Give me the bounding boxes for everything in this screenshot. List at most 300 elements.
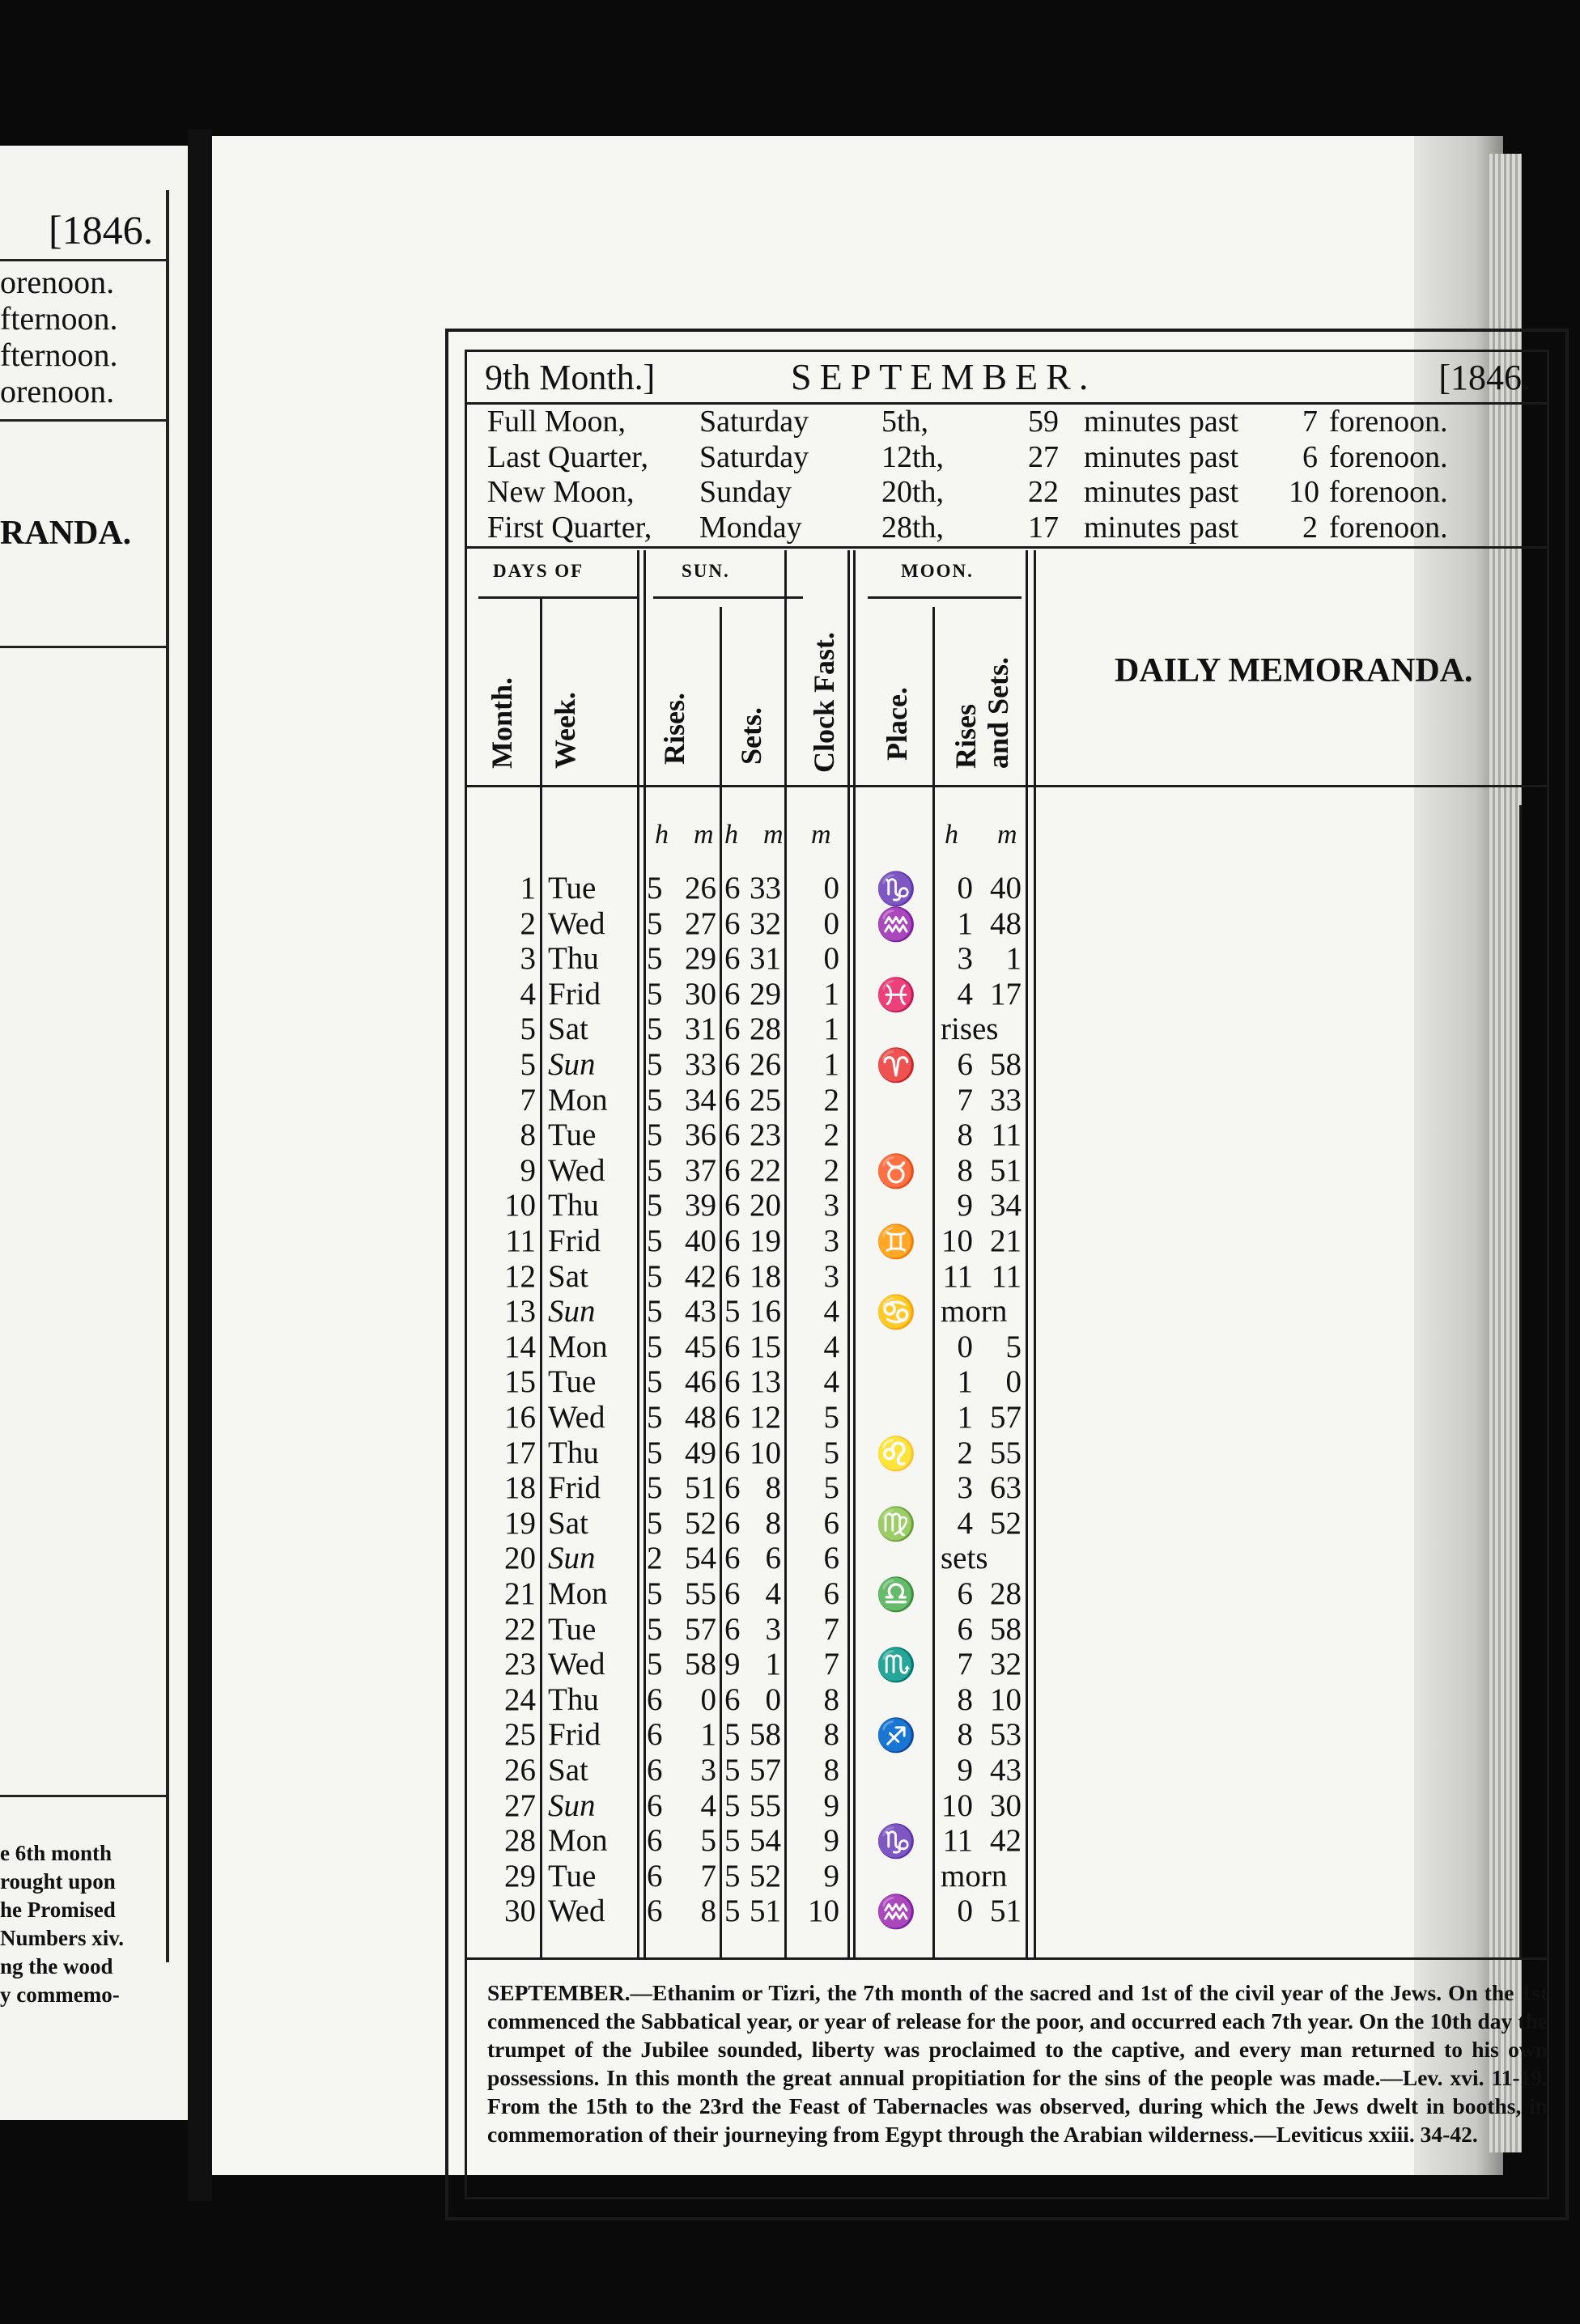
day-of-month: 2 [520, 905, 536, 941]
sun-set-minute: 54 [750, 1823, 781, 1859]
day-of-month: 7 [520, 1082, 536, 1117]
day-of-month: 17 [504, 1435, 536, 1470]
day-of-month: 12 [504, 1258, 536, 1294]
moon-rise-set-hour: 10 [941, 1223, 973, 1258]
unit-moon-m: m [997, 820, 1017, 850]
moon-rise-set-hour: 8 [957, 1117, 973, 1153]
sun-rise-minute: 55 [685, 1576, 716, 1611]
day-of-month: 23 [504, 1647, 536, 1682]
week-column-header: Week. [549, 692, 581, 769]
unit-rise-m: m [694, 820, 714, 850]
sun-rise-minute: 29 [685, 941, 716, 977]
left-page-fragment [0, 146, 188, 2120]
moon-rise-set-hour: 3 [957, 941, 973, 977]
day-of-week: Sun [548, 1294, 596, 1330]
sun-set-minute: 16 [750, 1294, 781, 1330]
sun-rise-hour: 5 [647, 905, 663, 941]
sun-rise-hour: 5 [647, 871, 663, 905]
sun-set-hour: 6 [724, 1470, 741, 1506]
sun-set-hour: 6 [724, 1435, 741, 1470]
phase-past: minutes past [1084, 439, 1239, 474]
day-of-month: 24 [504, 1682, 536, 1717]
phase-date: 12th, [881, 439, 945, 474]
sun-rise-minute: 0 [700, 1682, 716, 1717]
clock-fast: 7 [823, 1647, 839, 1682]
month-number: 9th Month.] [485, 358, 656, 397]
day-of-month: 29 [504, 1858, 536, 1894]
day-of-month: 28 [504, 1823, 536, 1859]
sun-rise-minute: 37 [685, 1152, 716, 1188]
day-of-week: Frid [548, 976, 601, 1011]
sun-set-hour: 6 [724, 1188, 741, 1223]
sun-rise-hour: 5 [647, 1223, 663, 1258]
sun-rise-minute: 33 [685, 1047, 716, 1082]
sun-rise-minute: 58 [685, 1647, 716, 1682]
day-of-month: 1 [520, 871, 536, 905]
day-of-week: Mon [548, 1082, 608, 1117]
moon-place-sign: ♌ [876, 1435, 916, 1472]
col-rule [540, 596, 542, 1957]
phases-rule [467, 546, 1547, 549]
moon-place-sign: ♒ [876, 905, 916, 943]
sun-rise-minute: 3 [700, 1753, 716, 1788]
month-column-header: Month. [486, 676, 518, 769]
sun-rise-minute: 30 [685, 976, 716, 1011]
left-page-rule [0, 1795, 166, 1797]
moon-rise-set-minute: 48 [990, 905, 1021, 941]
moon-rise-set-hour: 9 [957, 1188, 973, 1223]
left-page-rule [0, 646, 166, 648]
sun-rise-minute: 57 [685, 1611, 716, 1647]
moon-rise-set-hour: 11 [942, 1823, 973, 1859]
day-of-month: 21 [504, 1576, 536, 1611]
phase-date: 5th, [881, 405, 929, 439]
sun-set-hour: 6 [724, 1223, 741, 1258]
sun-rise-hour: 5 [647, 1611, 663, 1647]
day-of-week: Sun [548, 1541, 596, 1576]
moon-rise-set-hour: rises [941, 1011, 999, 1047]
clock-fast: 4 [823, 1329, 839, 1364]
sun-rise-minute: 31 [685, 1011, 716, 1047]
moon-rises-sets-header-1: Rises [949, 704, 982, 769]
left-page-year: [1846. [49, 207, 154, 252]
sun-rise-hour: 5 [647, 976, 663, 1011]
day-of-month: 27 [504, 1788, 536, 1823]
sun-rise-hour: 5 [647, 941, 663, 977]
sun-rise-minute: 34 [685, 1082, 716, 1117]
day-of-week: Frid [548, 1470, 601, 1506]
clock-fast: 10 [808, 1894, 839, 1929]
moon-rise-set-minute: 11 [991, 1117, 1021, 1153]
sun-rise-hour: 5 [647, 1258, 663, 1294]
col-rule [637, 550, 639, 1957]
day-of-month: 26 [504, 1753, 536, 1788]
day-of-week: Mon [548, 1576, 608, 1611]
sun-rise-minute: 7 [700, 1858, 716, 1894]
phase-date: 20th, [881, 475, 945, 509]
moon-rise-set-minute: 1 [1005, 941, 1021, 977]
moon-rise-set-minute: 51 [990, 1152, 1021, 1188]
sun-rise-hour: 5 [647, 1647, 663, 1682]
day-of-week: Sat [548, 1011, 588, 1047]
sun-rise-hour: 6 [647, 1823, 663, 1859]
day-of-week: Tue [548, 1858, 597, 1894]
clock-fast: 0 [823, 941, 839, 977]
sun-set-hour: 6 [724, 1576, 741, 1611]
clock-fast: 2 [823, 1082, 839, 1117]
sun-rise-hour: 6 [647, 1894, 663, 1929]
moon-underline [868, 596, 1021, 599]
unit-set-m: m [763, 820, 784, 850]
clock-fast: 6 [823, 1576, 839, 1611]
unit-set-h: h [724, 820, 738, 850]
day-of-week: Sun [548, 1047, 596, 1082]
sun-rise-hour: 5 [647, 1152, 663, 1188]
clock-fast: 0 [823, 905, 839, 941]
day-of-month: 5 [520, 1047, 536, 1082]
moon-rise-set-hour: 9 [957, 1753, 973, 1788]
sun-set-minute: 52 [750, 1858, 781, 1894]
sun-rise-hour: 6 [647, 1858, 663, 1894]
left-page-phase-line: orenoon. [0, 373, 115, 409]
phase-past: minutes past [1084, 405, 1239, 439]
moon-rise-set-minute: 10 [990, 1682, 1021, 1717]
moon-place-sign: ♉ [876, 1152, 916, 1190]
left-page-rule [0, 259, 166, 261]
clock-fast: 5 [823, 1470, 839, 1506]
sun-set-minute: 15 [750, 1329, 781, 1364]
clock-fast: 4 [823, 1364, 839, 1400]
col-rule [784, 550, 787, 1957]
sun-rise-hour: 5 [647, 1435, 663, 1470]
month-name: SEPTEMBER. [791, 356, 1097, 397]
sun-set-minute: 51 [750, 1894, 781, 1929]
day-of-month: 13 [504, 1294, 536, 1330]
clock-fast: 1 [823, 976, 839, 1011]
sun-underline [653, 596, 803, 599]
moon-place-sign: ♑ [876, 1823, 916, 1860]
moon-place-header: Place. [881, 687, 913, 761]
phase-day: Sunday [699, 475, 792, 509]
sun-rise-minute: 39 [685, 1188, 716, 1223]
phase-name: New Moon, [487, 475, 635, 509]
day-of-week: Wed [548, 905, 605, 941]
day-of-month: 3 [520, 941, 536, 977]
sun-rise-minute: 49 [685, 1435, 716, 1470]
day-of-week: Tue [548, 1611, 597, 1647]
left-page-footnote-line: e 6th month [0, 1841, 113, 1865]
clock-fast-header: Clock Fast. [808, 632, 840, 773]
moon-place-sign: ♐ [876, 1717, 916, 1754]
moon-rise-set-hour: 11 [942, 1258, 973, 1294]
phase-minutes: 27 [1028, 439, 1059, 474]
clock-fast: 6 [823, 1505, 839, 1541]
sun-set-hour: 6 [724, 1047, 741, 1082]
sun-rise-hour: 6 [647, 1753, 663, 1788]
moon-rise-set-minute: 21 [990, 1223, 1021, 1258]
sun-set-minute: 19 [750, 1223, 781, 1258]
sun-rise-minute: 5 [700, 1823, 716, 1859]
moon-place-sign: ♎ [876, 1576, 916, 1613]
day-of-month: 8 [520, 1117, 536, 1153]
sun-rise-minute: 40 [685, 1223, 716, 1258]
moon-rise-set-minute: 53 [990, 1717, 1021, 1753]
moon-rise-set-hour: 0 [957, 1894, 973, 1929]
moon-rise-set-minute: 28 [990, 1576, 1021, 1611]
almanac-page [212, 136, 1548, 2175]
sun-rise-minute: 36 [685, 1117, 716, 1153]
column-header-rule [467, 785, 1547, 787]
sun-rise-minute: 1 [700, 1717, 716, 1753]
day-of-week: Tue [548, 871, 597, 905]
sun-rise-hour: 5 [647, 1505, 663, 1541]
sun-set-hour: 6 [724, 1682, 741, 1717]
day-of-month: 9 [520, 1152, 536, 1188]
sun-set-hour: 6 [724, 905, 741, 941]
moon-rise-set-minute: 17 [990, 976, 1021, 1011]
moon-rise-set-minute: 30 [990, 1788, 1021, 1823]
sun-set-minute: 23 [750, 1117, 781, 1153]
moon-rise-set-hour: 0 [957, 1329, 973, 1364]
day-of-month: 25 [504, 1717, 536, 1753]
sun-rise-minute: 48 [685, 1400, 716, 1435]
sun-set-minute: 12 [750, 1400, 781, 1435]
day-of-week: Frid [548, 1223, 601, 1258]
sun-rise-hour: 5 [647, 1117, 663, 1153]
left-page-memoranda: RANDA. [0, 515, 132, 552]
phase-part: forenoon. [1329, 405, 1448, 439]
clock-fast: 8 [823, 1717, 839, 1753]
sun-rise-hour: 5 [647, 1329, 663, 1364]
clock-fast: 7 [823, 1611, 839, 1647]
sun-set-minute: 28 [750, 1011, 781, 1047]
moon-rises-sets-header-2: and Sets. [982, 656, 1014, 769]
day-of-month: 4 [520, 976, 536, 1011]
sun-set-hour: 5 [724, 1717, 741, 1753]
phase-hour: 2 [1302, 510, 1318, 545]
sun-rise-hour: 5 [647, 1576, 663, 1611]
moon-rise-set-hour: 1 [957, 1364, 973, 1400]
sun-rise-hour: 6 [647, 1788, 663, 1823]
moon-rise-set-minute: 43 [990, 1753, 1021, 1788]
sun-set-minute: 25 [750, 1082, 781, 1117]
day-of-month: 20 [504, 1541, 536, 1576]
moon-rise-set-hour: 1 [957, 1400, 973, 1435]
day-of-week: Mon [548, 1823, 608, 1859]
phase-part: forenoon. [1329, 439, 1448, 474]
moon-rise-set-minute: 63 [990, 1470, 1021, 1506]
phase-past: minutes past [1084, 475, 1239, 509]
sun-set-hour: 6 [724, 1364, 741, 1400]
left-page-border [166, 190, 169, 1962]
phase-minutes: 22 [1028, 475, 1059, 509]
left-page-phase-line: fternoon. [0, 300, 118, 337]
left-page-footnote-line: ng the wood [0, 1954, 113, 1978]
phase-day: Saturday [699, 439, 809, 474]
phase-hour: 6 [1302, 439, 1318, 474]
col-rule [1034, 550, 1036, 1957]
sun-set-minute: 13 [750, 1364, 781, 1400]
day-of-week: Wed [548, 1152, 605, 1188]
sun-set-hour: 6 [724, 1400, 741, 1435]
days-of-underline [478, 596, 639, 599]
moon-header: MOON. [901, 561, 974, 581]
sun-set-hour: 9 [724, 1647, 741, 1682]
col-rule [853, 550, 856, 1957]
sun-set-minute: 4 [765, 1576, 781, 1611]
sun-rise-hour: 5 [647, 1082, 663, 1117]
moon-rise-set-minute: 52 [990, 1505, 1021, 1541]
sun-set-minute: 26 [750, 1047, 781, 1082]
moon-place-sign: ♒ [876, 1894, 916, 1931]
sun-set-hour: 6 [724, 976, 741, 1011]
unit-moon-h: h [945, 820, 958, 850]
sun-set-minute: 8 [765, 1505, 781, 1541]
sun-rise-hour: 5 [647, 1047, 663, 1082]
sun-rise-minute: 45 [685, 1329, 716, 1364]
moon-rise-set-minute: 58 [990, 1047, 1021, 1082]
unit-rise-h: h [655, 820, 669, 850]
moon-rise-set-minute: 32 [990, 1647, 1021, 1682]
phase-part: forenoon. [1329, 475, 1448, 509]
sun-set-hour: 6 [724, 871, 741, 905]
sun-rise-minute: 43 [685, 1294, 716, 1330]
moon-rise-set-hour: morn [941, 1858, 1008, 1894]
inner-frame [465, 350, 1549, 2199]
sun-set-minute: 33 [750, 871, 781, 905]
phase-hour: 7 [1302, 405, 1318, 439]
sun-rise-hour: 6 [647, 1717, 663, 1753]
day-of-month: 16 [504, 1400, 536, 1435]
day-of-month: 19 [504, 1505, 536, 1541]
unit-clock-m: m [811, 820, 831, 850]
sun-set-minute: 8 [765, 1470, 781, 1506]
clock-fast: 9 [823, 1858, 839, 1894]
moon-rise-set-minute: 51 [990, 1894, 1021, 1929]
day-of-week: Wed [548, 1400, 605, 1435]
clock-fast: 4 [823, 1294, 839, 1330]
sun-set-hour: 6 [724, 941, 741, 977]
phase-name: Last Quarter, [487, 439, 648, 474]
moon-place-sign: ♍ [876, 1505, 916, 1542]
moon-rise-set-minute: 42 [990, 1823, 1021, 1859]
outer-frame [445, 329, 1569, 2220]
clock-fast: 0 [823, 871, 839, 905]
clock-fast: 9 [823, 1823, 839, 1859]
sun-rise-minute: 52 [685, 1505, 716, 1541]
moon-rise-set-hour: 4 [957, 976, 973, 1011]
moon-rise-set-minute: 57 [990, 1400, 1021, 1435]
clock-fast: 8 [823, 1682, 839, 1717]
sun-rise-hour: 6 [647, 1682, 663, 1717]
day-of-month: 11 [505, 1223, 536, 1258]
sun-header: SUN. [682, 561, 730, 581]
sun-set-hour: 5 [724, 1858, 741, 1894]
sun-set-minute: 58 [750, 1717, 781, 1753]
moon-rise-set-minute: 0 [1005, 1364, 1021, 1400]
col-rule [847, 550, 850, 1957]
col-rule [1026, 550, 1028, 1957]
day-of-week: Mon [548, 1329, 608, 1364]
sun-set-minute: 18 [750, 1258, 781, 1294]
sun-set-hour: 6 [724, 1152, 741, 1188]
moon-rise-set-minute: 33 [990, 1082, 1021, 1117]
moon-rise-set-hour: 10 [941, 1788, 973, 1823]
sun-rise-minute: 27 [685, 905, 716, 941]
moon-rise-set-minute: 5 [1005, 1329, 1021, 1364]
table-bottom-rule [467, 1957, 1547, 1960]
year-label: [1846. [1438, 358, 1531, 397]
day-of-week: Sat [548, 1753, 588, 1788]
sun-set-minute: 20 [750, 1188, 781, 1223]
sun-rise-hour: 5 [647, 1294, 663, 1330]
phase-name: First Quarter, [487, 510, 652, 545]
sun-set-hour: 6 [724, 1258, 741, 1294]
moon-rise-set-hour: 2 [957, 1435, 973, 1470]
moon-place-sign: ♊ [876, 1223, 916, 1260]
moon-rise-set-hour: 8 [957, 1152, 973, 1188]
sun-set-minute: 32 [750, 905, 781, 941]
moon-rise-set-hour: 0 [957, 871, 973, 905]
phase-minutes: 59 [1028, 405, 1059, 439]
sun-set-minute: 0 [765, 1682, 781, 1717]
moon-rise-set-minute: 40 [990, 871, 1021, 905]
day-of-week: Thu [548, 941, 599, 977]
moon-place-sign: ♑ [876, 871, 916, 907]
col-rule [643, 550, 646, 1957]
day-of-month: 30 [504, 1894, 536, 1929]
sun-set-minute: 10 [750, 1435, 781, 1470]
page-header [467, 352, 1547, 402]
day-of-week: Tue [548, 1364, 597, 1400]
sun-set-hour: 5 [724, 1894, 741, 1929]
sun-rise-minute: 8 [700, 1894, 716, 1929]
left-page-footnote-line: y commemo- [0, 1983, 120, 2007]
sun-rise-minute: 4 [700, 1788, 716, 1823]
phase-hour: 10 [1289, 475, 1319, 509]
clock-fast: 3 [823, 1258, 839, 1294]
sun-rise-minute: 51 [685, 1470, 716, 1506]
sun-sets-header: Sets. [735, 707, 767, 765]
sun-set-hour: 6 [724, 1611, 741, 1647]
sun-set-hour: 5 [724, 1753, 741, 1788]
sun-set-hour: 6 [724, 1011, 741, 1047]
sun-rises-header: Rises. [658, 693, 690, 765]
day-of-week: Wed [548, 1647, 605, 1682]
phase-day: Monday [699, 510, 802, 545]
moon-rise-set-hour: sets [941, 1541, 988, 1576]
clock-fast: 3 [823, 1188, 839, 1223]
col-rule [1519, 805, 1522, 1957]
september-footnote: SEPTEMBER.—Ethanim or Tizri, the 7th month of the sacred and 1st of the civil year of the Jews. On the 1st commenced the Sabbatical year, or year of release for the poor, and occurred each 7th year. On the 10th day the trumpet of the Jubilee sounded, liberty was proclaimed to the captive, and every man returned to his own possessions. In this month the great annual propitiation for the sins of the people was made.—Lev. xvi. 11-19. From the 15th to the 23rd the Feast of Tabernacles was observed, during which the Jews dwelt in booths, in commemoration of their journeying from Egypt through the Arabian wilderness.—Leviticus xxiii. 34-42. [487, 1980, 1548, 2147]
clock-fast: 2 [823, 1152, 839, 1188]
sun-set-hour: 5 [724, 1823, 741, 1859]
day-of-month: 18 [504, 1470, 536, 1506]
moon-rise-set-minute: 55 [990, 1435, 1021, 1470]
sun-rise-minute: 26 [685, 871, 716, 905]
day-of-week: Thu [548, 1188, 599, 1223]
daily-memoranda-title: DAILY MEMORANDA. [1115, 652, 1473, 689]
moon-rise-set-hour: 1 [957, 905, 973, 941]
phase-minutes: 17 [1028, 510, 1059, 545]
sun-set-hour: 6 [724, 1541, 741, 1576]
moon-rise-set-hour: 7 [957, 1647, 973, 1682]
sun-rise-hour: 5 [647, 1364, 663, 1400]
clock-fast: 1 [823, 1047, 839, 1082]
sun-set-hour: 5 [724, 1294, 741, 1330]
sun-set-minute: 57 [750, 1753, 781, 1788]
sun-set-minute: 29 [750, 976, 781, 1011]
